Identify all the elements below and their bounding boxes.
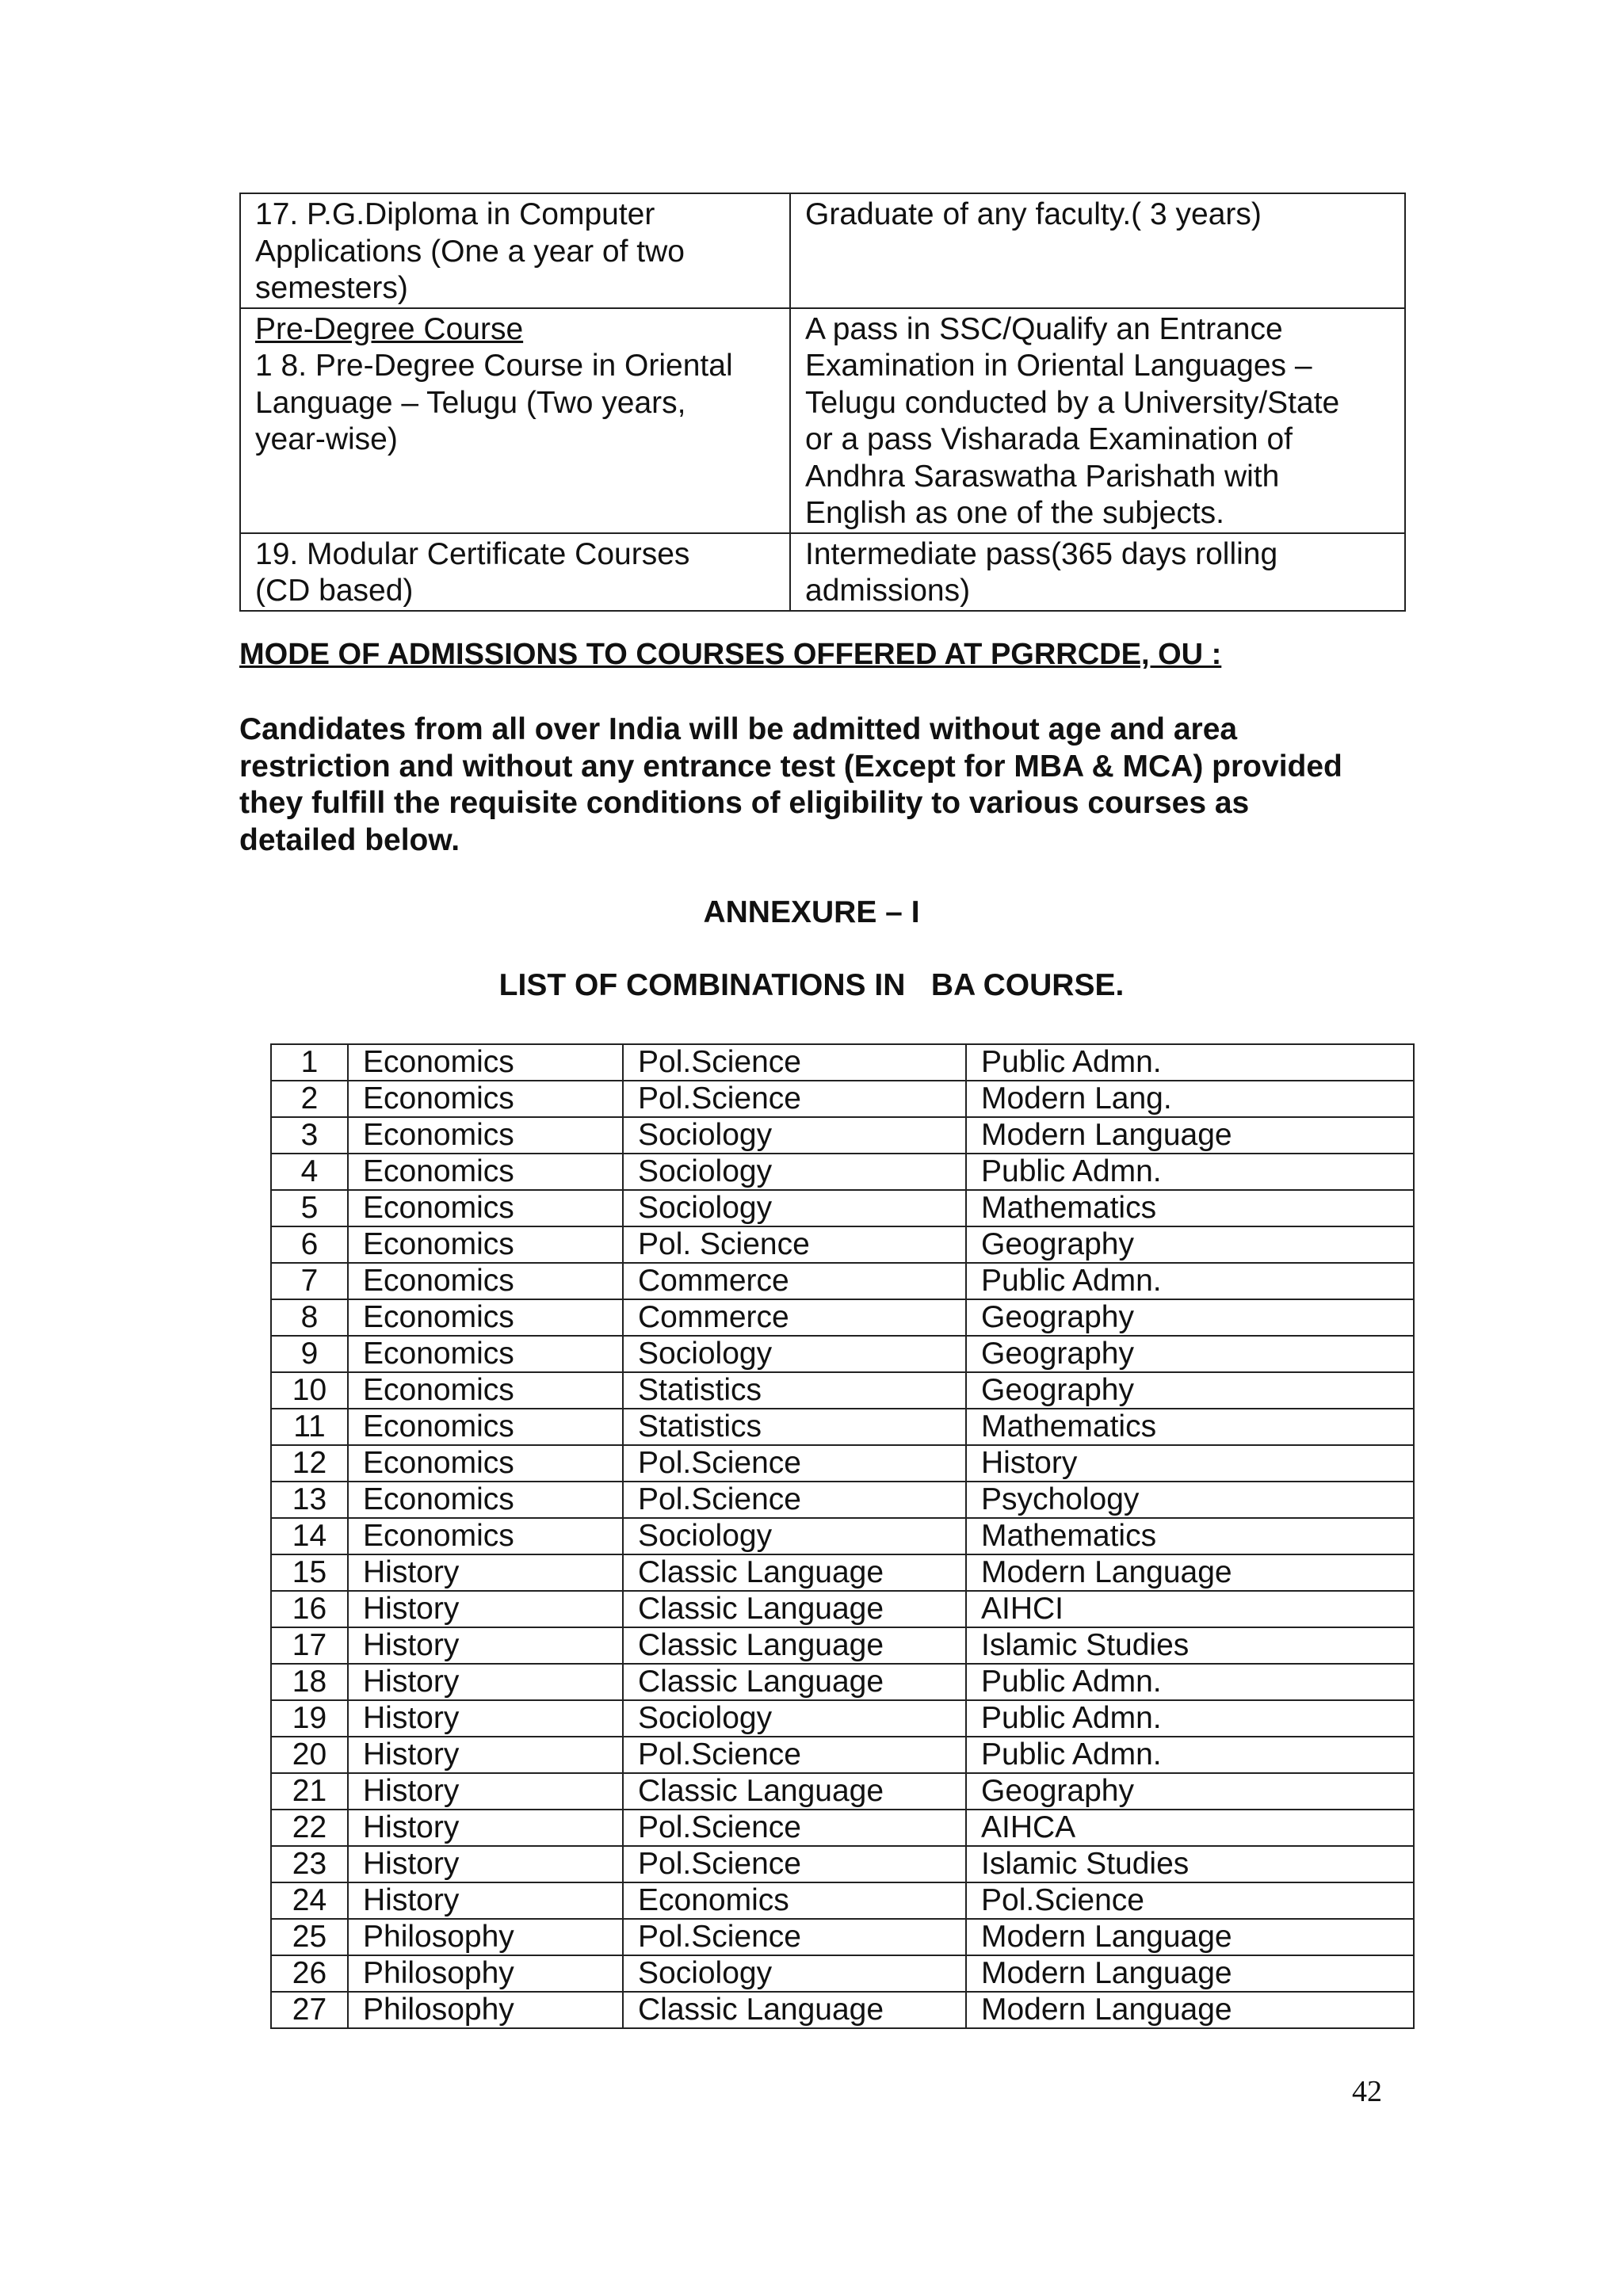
combinations-list-title: LIST OF COMBINATIONS IN BA COURSE.: [498, 968, 1125, 1002]
combination-number: 26: [271, 1955, 348, 1992]
course-line: semesters): [255, 271, 408, 305]
table-row: [271, 1700, 1414, 1737]
combination-number: 15: [271, 1554, 348, 1591]
subject-3: Modern Language: [966, 1992, 1414, 2028]
course-line: Applications (One a year of two: [255, 234, 685, 269]
table-row: [271, 1372, 1414, 1409]
combination-number: 17: [271, 1627, 348, 1664]
subject-2: Economics: [623, 1882, 966, 1919]
combination-number: 24: [271, 1882, 348, 1919]
table-row: [271, 1445, 1414, 1482]
courses-eligibility-table: [239, 193, 1406, 612]
subject-2: Sociology: [623, 1955, 966, 1992]
subject-2: Pol.Science: [623, 1482, 966, 1518]
subject-2: Classic Language: [623, 1773, 966, 1810]
subject-2: Pol.Science: [623, 1044, 966, 1081]
subject-1: Economics: [348, 1518, 623, 1554]
table-row: [271, 1117, 1414, 1154]
subject-3: Geography: [966, 1299, 1414, 1336]
subject-2: Sociology: [623, 1700, 966, 1737]
subject-2: Sociology: [623, 1518, 966, 1554]
combination-number: 9: [271, 1336, 348, 1372]
subject-1: History: [348, 1700, 623, 1737]
table-row: [271, 1299, 1414, 1336]
subject-1: Economics: [348, 1044, 623, 1081]
subject-3: Islamic Studies: [966, 1627, 1414, 1664]
paragraph-line: they fulfill the requisite conditions of eligibility to various courses as: [239, 786, 1250, 820]
course-line: 19. Modular Certificate Courses: [255, 536, 690, 571]
table-row: [271, 1554, 1414, 1591]
subject-1: History: [348, 1846, 623, 1882]
subject-1: Economics: [348, 1336, 623, 1372]
combination-number: 6: [271, 1226, 348, 1263]
subject-3: Modern Language: [966, 1117, 1414, 1154]
eligibility-line: or a pass Visharada Examination of: [805, 422, 1293, 456]
combination-number: 10: [271, 1372, 348, 1409]
course-row: [240, 308, 1405, 533]
subject-1: Economics: [348, 1263, 623, 1299]
combination-number: 20: [271, 1737, 348, 1773]
subject-3: Geography: [966, 1336, 1414, 1372]
subject-2: Statistics: [623, 1409, 966, 1445]
annexure-title: ANNEXURE – I: [703, 895, 920, 929]
combination-number: 12: [271, 1445, 348, 1482]
mode-of-admissions-heading: MODE OF ADMISSIONS TO COURSES OFFERED AT PGRRCDE, OU :: [239, 638, 1222, 671]
table-row: [271, 1518, 1414, 1554]
subject-3: Pol.Science: [966, 1882, 1414, 1919]
subject-1: History: [348, 1810, 623, 1846]
subject-1: Economics: [348, 1445, 623, 1482]
course-line: 1 8. Pre-Degree Course in Oriental: [255, 349, 733, 383]
eligibility-line: admissions): [805, 574, 971, 608]
table-row: [271, 1154, 1414, 1190]
table-row: [271, 1190, 1414, 1226]
subject-1: Economics: [348, 1081, 623, 1117]
combination-number: 27: [271, 1992, 348, 2028]
table-row: [271, 1336, 1414, 1372]
table-row: [271, 1992, 1414, 2028]
subject-1: Economics: [348, 1372, 623, 1409]
subject-3: Psychology: [966, 1482, 1414, 1518]
course-name-cell: [240, 308, 790, 533]
subject-2: Commerce: [623, 1263, 966, 1299]
table-row: [271, 1955, 1414, 1992]
subject-1: Economics: [348, 1190, 623, 1226]
subject-3: Public Admn.: [966, 1700, 1414, 1737]
table-row: [271, 1773, 1414, 1810]
subject-3: Public Admn.: [966, 1154, 1414, 1190]
subject-3: Public Admn.: [966, 1263, 1414, 1299]
subject-1: History: [348, 1664, 623, 1700]
paragraph-line: restriction and without any entrance test (Except for MBA & MCA) provided: [239, 749, 1342, 784]
subject-3: Modern Language: [966, 1955, 1414, 1992]
subject-2: Pol. Science: [623, 1226, 966, 1263]
subject-1: History: [348, 1627, 623, 1664]
subject-2: Pol.Science: [623, 1846, 966, 1882]
eligibility-line: Andhra Saraswatha Parishath with: [805, 459, 1280, 494]
subject-3: AIHCA: [966, 1810, 1414, 1846]
combination-number: 16: [271, 1591, 348, 1627]
subject-3: History: [966, 1445, 1414, 1482]
combination-number: 1: [271, 1044, 348, 1081]
combination-number: 22: [271, 1810, 348, 1846]
table-row: [271, 1882, 1414, 1919]
table-row: [271, 1627, 1414, 1664]
subject-3: Modern Language: [966, 1919, 1414, 1955]
subject-3: Geography: [966, 1372, 1414, 1409]
paragraph-line: Candidates from all over India will be admitted without age and area: [239, 712, 1238, 746]
combination-number: 11: [271, 1409, 348, 1445]
subject-2: Sociology: [623, 1190, 966, 1226]
subject-1: History: [348, 1737, 623, 1773]
eligibility-line: English as one of the subjects.: [805, 496, 1224, 530]
subject-1: Economics: [348, 1226, 623, 1263]
subject-1: Philosophy: [348, 1955, 623, 1992]
subject-3: Public Admn.: [966, 1044, 1414, 1081]
table-row: [271, 1591, 1414, 1627]
course-name-cell: [240, 193, 790, 308]
combination-number: 4: [271, 1154, 348, 1190]
table-row: [271, 1664, 1414, 1700]
subject-2: Classic Language: [623, 1554, 966, 1591]
subject-3: Geography: [966, 1226, 1414, 1263]
subject-3: Mathematics: [966, 1409, 1414, 1445]
subject-3: Mathematics: [966, 1518, 1414, 1554]
combination-number: 8: [271, 1299, 348, 1336]
subject-3: Mathematics: [966, 1190, 1414, 1226]
course-name-cell: [240, 533, 790, 611]
subject-1: Economics: [348, 1409, 623, 1445]
course-line: 17. P.G.Diploma in Computer: [255, 197, 655, 231]
combination-number: 5: [271, 1190, 348, 1226]
subject-2: Pol.Science: [623, 1810, 966, 1846]
eligibility-line: Examination in Oriental Languages –: [805, 349, 1312, 383]
paragraph-line: detailed below.: [239, 822, 460, 857]
subject-2: Pol.Science: [623, 1919, 966, 1955]
subject-2: Pol.Science: [623, 1737, 966, 1773]
table-row: [271, 1044, 1414, 1081]
combination-number: 21: [271, 1773, 348, 1810]
subject-1: Economics: [348, 1482, 623, 1518]
combination-number: 25: [271, 1919, 348, 1955]
subject-2: Pol.Science: [623, 1081, 966, 1117]
combination-number: 14: [271, 1518, 348, 1554]
course-row: [240, 193, 1405, 308]
subject-1: Economics: [348, 1154, 623, 1190]
combination-number: 18: [271, 1664, 348, 1700]
subject-2: Classic Language: [623, 1627, 966, 1664]
course-line: (CD based): [255, 574, 414, 608]
subject-1: History: [348, 1882, 623, 1919]
subject-1: Philosophy: [348, 1992, 623, 2028]
page-number: 42: [1352, 2075, 1382, 2108]
subject-3: Islamic Studies: [966, 1846, 1414, 1882]
eligibility-cell: [790, 533, 1405, 611]
course-line: Language – Telugu (Two years,: [255, 385, 686, 420]
subject-3: Modern Lang.: [966, 1081, 1414, 1117]
combination-number: 7: [271, 1263, 348, 1299]
subject-2: Sociology: [623, 1154, 966, 1190]
table-row: [271, 1409, 1414, 1445]
subject-2: Statistics: [623, 1372, 966, 1409]
table-row: [271, 1226, 1414, 1263]
eligibility-line: Telugu conducted by a University/State: [805, 385, 1340, 420]
combination-number: 3: [271, 1117, 348, 1154]
table-row: [271, 1081, 1414, 1117]
ba-combinations-table: [270, 1043, 1415, 2029]
subject-1: Philosophy: [348, 1919, 623, 1955]
mode-of-admissions-paragraph: [239, 711, 1412, 859]
subject-1: History: [348, 1554, 623, 1591]
table-row: [271, 1482, 1414, 1518]
subject-2: Classic Language: [623, 1664, 966, 1700]
eligibility-cell: [790, 193, 1405, 308]
subject-2: Sociology: [623, 1117, 966, 1154]
subject-1: Economics: [348, 1299, 623, 1336]
table-row: [271, 1737, 1414, 1773]
combination-number: 19: [271, 1700, 348, 1737]
combination-number: 13: [271, 1482, 348, 1518]
subject-3: Public Admn.: [966, 1664, 1414, 1700]
subject-3: AIHCI: [966, 1591, 1414, 1627]
subject-3: Public Admn.: [966, 1737, 1414, 1773]
course-row: [240, 533, 1405, 611]
subject-1: Economics: [348, 1117, 623, 1154]
combination-number: 2: [271, 1081, 348, 1117]
eligibility-line: Graduate of any faculty.( 3 years): [805, 197, 1262, 231]
subject-1: History: [348, 1591, 623, 1627]
subject-1: History: [348, 1773, 623, 1810]
table-row: [271, 1846, 1414, 1882]
eligibility-cell: [790, 308, 1405, 533]
section-heading: Pre-Degree Course: [255, 311, 524, 346]
subject-2: Pol.Science: [623, 1445, 966, 1482]
table-row: [271, 1919, 1414, 1955]
subject-2: Commerce: [623, 1299, 966, 1336]
subject-2: Sociology: [623, 1336, 966, 1372]
subject-3: Modern Language: [966, 1554, 1414, 1591]
eligibility-line: A pass in SSC/Qualify an Entrance: [805, 311, 1283, 346]
table-row: [271, 1263, 1414, 1299]
subject-2: Classic Language: [623, 1992, 966, 2028]
table-row: [271, 1810, 1414, 1846]
subject-2: Classic Language: [623, 1591, 966, 1627]
course-line: year-wise): [255, 422, 398, 456]
eligibility-line: Intermediate pass(365 days rolling: [805, 536, 1278, 571]
subject-3: Geography: [966, 1773, 1414, 1810]
combination-number: 23: [271, 1846, 348, 1882]
